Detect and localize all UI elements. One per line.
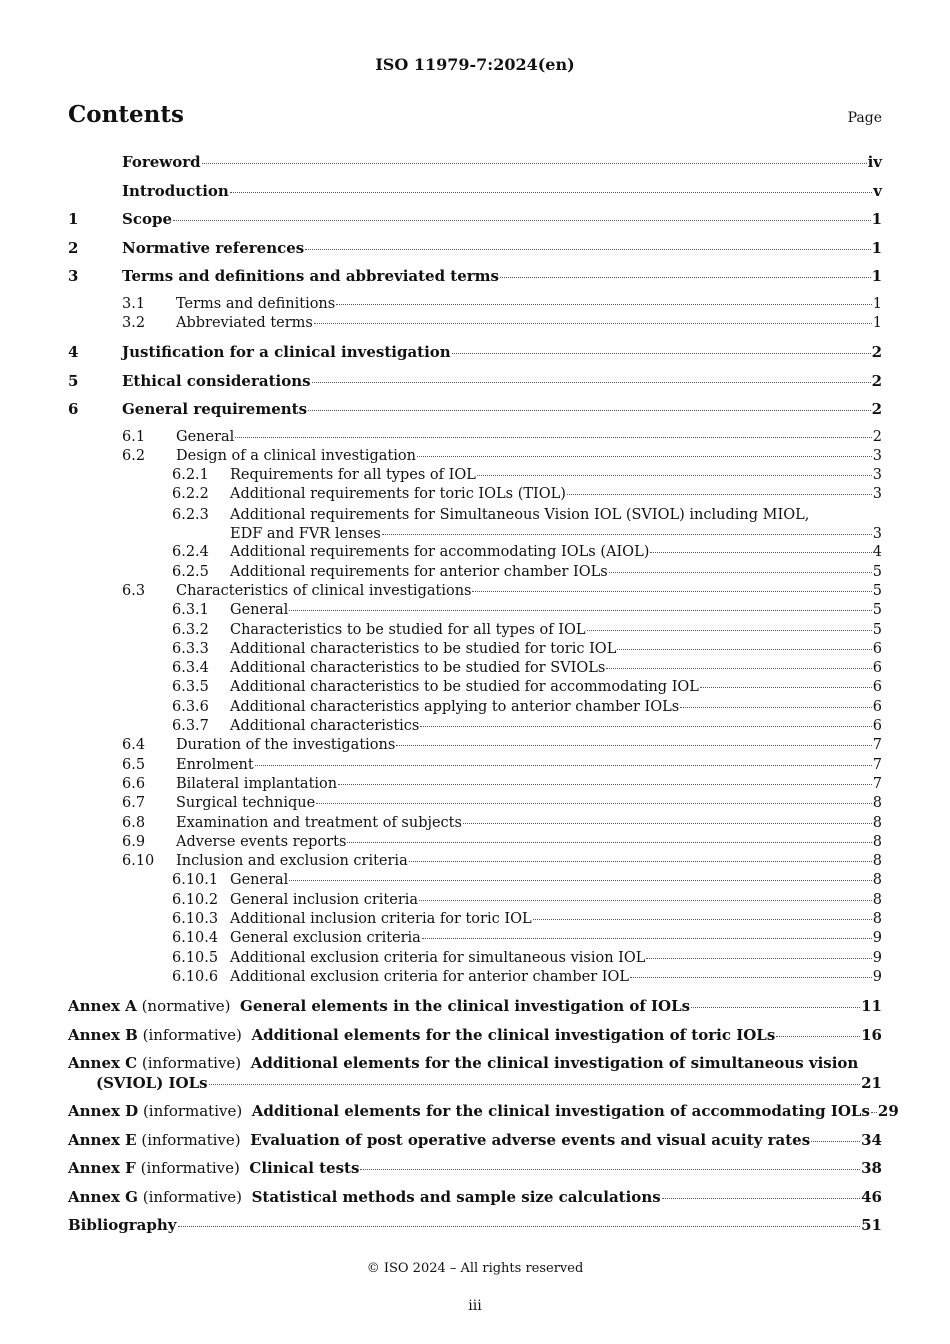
toc-entry[interactable] (68, 679, 882, 698)
bibliography-title: Bibliography (68, 1216, 177, 1235)
leader-dots (871, 1112, 877, 1113)
annex-label: Annex E (68, 1130, 137, 1149)
toc-entry[interactable] (68, 718, 882, 737)
leader-dots (235, 437, 871, 438)
toc-entry-page: iv (867, 153, 882, 171)
toc-entry[interactable] (68, 564, 882, 583)
toc-entry-page: 1 (872, 295, 882, 312)
toc-entry-number: 6.10.6 (172, 968, 219, 985)
toc-entry-page: 6 (872, 660, 882, 677)
toc-entry-page: 8 (872, 891, 882, 908)
toc-entry-number: 6.2.2 (172, 486, 209, 503)
leader-dots (691, 1007, 860, 1008)
annex-kind: (informative) (140, 1159, 240, 1178)
leader-dots (650, 552, 871, 553)
leader-dots (396, 745, 871, 746)
toc-entry-number: 6.10.4 (172, 930, 219, 947)
annex-kind: (informative) (141, 1130, 241, 1149)
toc-entry-number: 6.3 (122, 582, 146, 599)
toc-entry-page: v (873, 181, 882, 200)
annex-page: 34 (861, 1130, 882, 1149)
toc-entry-page: 1 (871, 267, 882, 285)
toc-entry-title: General (230, 602, 289, 619)
page-number: iii (468, 1298, 482, 1314)
toc-entry-page: 6 (872, 679, 882, 696)
toc-entry-title: Examination and treatment of subjects (176, 814, 462, 831)
toc-entry-page: 1 (871, 238, 882, 257)
toc-entry[interactable] (68, 853, 882, 872)
toc-entry-title: Inclusion and exclusion criteria (176, 853, 408, 870)
toc-entry[interactable] (68, 776, 882, 795)
annex-label: Annex F (68, 1159, 136, 1178)
toc-entry-page: 8 (872, 872, 882, 889)
toc-entry-title: Additional exclusion criteria for anterior chamber IOL (230, 968, 629, 985)
toc-entry-page: 8 (872, 853, 882, 870)
toc-entry[interactable] (68, 660, 882, 679)
toc-entry-number: 6.10.1 (172, 872, 219, 889)
toc-entry-title: Additional requirements for Simultaneous Vision IOL (SVIOL) including MIOL, (230, 506, 810, 523)
document-header: ISO 11979-7:2024(en) (375, 55, 575, 74)
leader-dots (255, 765, 872, 766)
toc-entry-number: 1 (68, 210, 79, 228)
toc-entry-number: 6.2 (122, 447, 146, 464)
table-of-contents (68, 153, 899, 1245)
leader-dots (382, 534, 872, 535)
leader-dots (646, 958, 871, 959)
toc-entry-title: Terms and definitions and abbreviated terms (122, 267, 499, 285)
copyright-footer: © ISO 2024 – All rights reserved (366, 1261, 584, 1276)
leader-dots (680, 707, 872, 708)
toc-entry-number: 6.2.3 (172, 506, 209, 523)
toc-entry-number: 6.8 (122, 814, 146, 831)
annex-title-continued: (SVIOL) IOLs (96, 1073, 208, 1092)
toc-entry-page: 8 (872, 911, 882, 928)
toc-entry-title: Additional requirements for accommodating IOLs (AIOL) (230, 544, 650, 561)
toc-entry-title: Justification for a clinical investigation (122, 343, 451, 362)
toc-entry-number: 6.3.7 (172, 718, 209, 735)
toc-entry-page: 2 (871, 371, 882, 390)
annex-entry[interactable] (68, 1188, 882, 1217)
toc-entry-number: 6.4 (122, 737, 146, 754)
toc-entry-number: 3.1 (122, 295, 146, 312)
toc-entry-number: 6.3.1 (172, 602, 209, 619)
annex-page: 38 (861, 1159, 882, 1178)
toc-entry[interactable] (68, 267, 882, 296)
toc-entry[interactable] (68, 795, 882, 814)
toc-entry-title: Duration of the investigations (176, 737, 396, 754)
annex-entry[interactable] (68, 1026, 882, 1055)
leader-dots (606, 668, 871, 669)
toc-entry-title: Additional characteristics (230, 718, 420, 735)
toc-entry[interactable] (68, 210, 882, 239)
toc-entry-page: 5 (872, 602, 882, 619)
annex-title: Evaluation of post operative adverse events and visual acuity rates (250, 1130, 811, 1149)
leader-dots (417, 456, 872, 457)
toc-entry[interactable] (68, 448, 882, 467)
toc-entry[interactable] (68, 950, 882, 969)
leader-dots (420, 726, 871, 727)
toc-entry[interactable] (68, 699, 882, 718)
toc-entry-page: 2 (871, 343, 882, 362)
toc-entry-title: General exclusion criteria (230, 930, 421, 947)
annex-label: Annex D (68, 1102, 139, 1121)
toc-entry-page: 9 (872, 930, 882, 947)
toc-entry-number: 6.2.4 (172, 544, 209, 561)
annex-kind: (informative) (142, 1025, 242, 1044)
toc-entry-page: 3 (872, 467, 882, 484)
toc-entry-number: 6.2.1 (172, 467, 209, 484)
toc-entry-number: 6.3.5 (172, 679, 209, 696)
toc-entry[interactable] (68, 737, 882, 756)
toc-entry[interactable] (68, 429, 882, 448)
toc-entry-page: 6 (872, 640, 882, 657)
bibliography-entry[interactable] (68, 1216, 882, 1245)
toc-entry[interactable] (68, 544, 882, 563)
toc-entry-number: 6.10.2 (172, 891, 219, 908)
leader-dots (312, 382, 871, 383)
leader-dots (477, 475, 872, 476)
leader-dots (463, 823, 872, 824)
toc-entry-page: 6 (872, 718, 882, 735)
annex-page: 16 (861, 1025, 882, 1044)
toc-entry-page: 8 (872, 833, 882, 850)
toc-entry-page: 6 (872, 698, 882, 715)
toc-entry-title: Additional inclusion criteria for toric IOL (230, 911, 532, 928)
annex-entry[interactable] (68, 1054, 882, 1093)
annex-heading (68, 1131, 810, 1149)
toc-entry[interactable] (68, 930, 882, 949)
toc-entry-number: 6.3.6 (172, 698, 209, 715)
toc-entry[interactable] (68, 641, 882, 660)
leader-dots (419, 900, 872, 901)
toc-entry-title: Requirements for all types of IOL (230, 467, 476, 484)
leader-dots (452, 353, 871, 354)
toc-entry[interactable] (68, 911, 882, 930)
leader-dots (587, 630, 872, 631)
toc-entry-page: 1 (872, 314, 882, 331)
leader-dots (662, 1198, 860, 1199)
toc-entry[interactable] (68, 892, 882, 911)
leader-dots (202, 163, 867, 164)
toc-entry[interactable] (68, 602, 882, 621)
toc-entry-title: Scope (122, 210, 173, 228)
annex-heading (68, 1188, 661, 1206)
annex-kind: (informative) (141, 1054, 242, 1073)
leader-dots (567, 494, 872, 495)
toc-entry-title: Surgical technique (176, 795, 316, 812)
toc-entry[interactable] (68, 969, 882, 988)
leader-dots (305, 249, 870, 250)
toc-entry-title: Terms and definitions (176, 295, 336, 312)
bibliography-page: 51 (861, 1216, 882, 1235)
toc-entry-number: 6.3.3 (172, 640, 209, 657)
annex-label: Annex B (68, 1025, 138, 1044)
leader-dots (336, 304, 872, 305)
toc-entry-title: Additional characteristics to be studied for accommodating IOL (230, 679, 699, 696)
toc-entry[interactable] (68, 315, 882, 334)
page-column-label: Page (847, 110, 882, 126)
toc-entry[interactable] (68, 506, 882, 545)
leader-dots (178, 1226, 861, 1227)
toc-entry-number: 6.1 (122, 428, 146, 445)
annex-kind: (normative) (141, 997, 231, 1016)
toc-entry-number: 6.10.5 (172, 949, 219, 966)
leader-dots (630, 977, 872, 978)
toc-entry-page: 9 (872, 949, 882, 966)
toc-entry-title: Additional characteristics to be studied for SVIOLs (230, 660, 606, 677)
toc-entry[interactable] (68, 372, 882, 401)
toc-entry-page: 3 (872, 486, 882, 503)
toc-entry-title: Characteristics to be studied for all types of IOL (230, 621, 586, 638)
toc-entry-number: 6.2.5 (172, 563, 209, 580)
annex-title: Additional elements for the clinical investigation of simultaneous vision (250, 1054, 859, 1073)
contents-title: Contents (68, 101, 184, 128)
annex-label: Annex G (68, 1187, 138, 1206)
leader-dots (617, 649, 871, 650)
annex-title: Additional elements for the clinical investigation of accommodating IOLs (251, 1102, 870, 1121)
toc-entry-title: Characteristics of clinical investigations (176, 582, 472, 599)
annex-page: 11 (861, 997, 882, 1016)
leader-dots (209, 1084, 861, 1085)
toc-entry-number: 6.3.4 (172, 660, 209, 677)
toc-entry-page: 5 (872, 621, 882, 638)
toc-entry-page: 8 (872, 795, 882, 812)
annex-title: Clinical tests (249, 1159, 360, 1178)
annex-page: 29 (877, 1102, 899, 1121)
toc-entry-title: Ethical considerations (122, 371, 311, 390)
toc-entry-number: 6.10 (122, 853, 155, 870)
toc-entry-number: 5 (68, 371, 79, 390)
toc-entry-page: 7 (872, 775, 882, 792)
toc-entry-title: Enrolment (176, 756, 254, 773)
toc-entry[interactable] (68, 400, 882, 429)
leader-dots (308, 410, 871, 411)
toc-entry-page: 7 (872, 737, 882, 754)
toc-entry[interactable] (68, 583, 882, 602)
toc-entry[interactable] (68, 872, 882, 891)
leader-dots (314, 323, 872, 324)
toc-entry-number: 6.3.2 (172, 621, 209, 638)
annex-page: 21 (861, 1073, 882, 1092)
annex-entry[interactable] (68, 1159, 882, 1188)
toc-entry-number: 2 (68, 238, 79, 257)
leader-dots (472, 591, 871, 592)
toc-entry-number: 6.5 (122, 756, 146, 773)
leader-dots (289, 880, 871, 881)
toc-entry-title: General inclusion criteria (230, 891, 419, 908)
toc-entry[interactable] (68, 757, 882, 776)
toc-entry[interactable] (68, 343, 882, 372)
annex-heading (68, 997, 690, 1015)
toc-entry-title: Additional exclusion criteria for simultaneous vision IOL (230, 949, 646, 966)
toc-entry-title: Normative references (122, 238, 305, 257)
toc-entry[interactable] (68, 239, 882, 268)
annex-title: General elements in the clinical investigation of IOLs (240, 997, 691, 1016)
leader-dots (409, 861, 872, 862)
toc-entry-number: 6 (68, 400, 79, 419)
toc-entry-number: 3 (68, 267, 79, 285)
leader-dots (289, 610, 871, 611)
annex-label: Annex A (68, 997, 137, 1016)
leader-dots (776, 1036, 860, 1037)
annex-heading (68, 1026, 775, 1044)
toc-entry[interactable] (68, 296, 882, 315)
leader-dots (230, 192, 872, 193)
annex-page: 46 (861, 1187, 882, 1206)
toc-entry-number: 6.10.3 (172, 911, 219, 928)
toc-entry-page: 2 (872, 428, 882, 445)
annex-kind: (informative) (142, 1187, 243, 1206)
toc-entry-title: Additional requirements for anterior chamber IOLs (230, 563, 608, 580)
toc-entry-page: 2 (871, 400, 882, 419)
toc-entry-page: 5 (872, 582, 882, 599)
toc-entry[interactable] (68, 486, 882, 505)
toc-entry[interactable] (68, 182, 882, 211)
toc-entry-title-continued: EDF and FVR lenses (230, 526, 381, 543)
annex-heading (68, 1159, 359, 1177)
leader-dots (316, 803, 872, 804)
toc-entry-title: Foreword (122, 153, 201, 171)
toc-entry[interactable] (68, 815, 882, 834)
toc-entry-page: 4 (872, 544, 882, 561)
annex-entry[interactable] (68, 997, 882, 1026)
leader-dots (811, 1141, 860, 1142)
annex-entry[interactable] (68, 1131, 882, 1160)
toc-entry-page: 1 (871, 210, 882, 228)
leader-dots (609, 572, 872, 573)
leader-dots (338, 784, 872, 785)
toc-entry-page: 9 (872, 968, 882, 985)
toc-entry-title: Introduction (122, 181, 229, 200)
toc-entry-number: 6.7 (122, 795, 146, 812)
toc-entry-title: General (230, 872, 289, 889)
toc-entry[interactable] (68, 622, 882, 641)
toc-entry-page: 3 (872, 526, 882, 543)
toc-entry-title: General requirements (122, 400, 308, 419)
leader-dots (347, 842, 871, 843)
leader-dots (422, 938, 872, 939)
annex-title: Statistical methods and sample size calculations (251, 1187, 661, 1206)
toc-entry-title: Abbreviated terms (176, 314, 313, 331)
toc-entry-title: General (176, 428, 235, 445)
leader-dots (173, 220, 871, 221)
toc-entry-title: Additional requirements for toric IOLs (TIOL) (230, 486, 566, 503)
toc-entry-title: Additional characteristics applying to anterior chamber IOLs (230, 698, 680, 715)
toc-entry[interactable] (68, 834, 882, 853)
toc-entry-title: Design of a clinical investigation (176, 447, 416, 464)
toc-entry-title: Adverse events reports (176, 833, 347, 850)
leader-dots (700, 687, 872, 688)
leader-dots (500, 277, 871, 278)
annex-label: Annex C (68, 1054, 138, 1073)
annex-heading (68, 1102, 870, 1120)
toc-entry[interactable] (68, 153, 882, 182)
leader-dots (360, 1169, 860, 1170)
toc-entry-page: 3 (872, 447, 882, 464)
annex-title: Additional elements for the clinical investigation of toric IOLs (251, 1025, 776, 1044)
toc-entry-number: 4 (68, 343, 79, 362)
toc-entry-title: Bilateral implantation (176, 775, 338, 792)
toc-entry[interactable] (68, 467, 882, 486)
annex-kind: (informative) (142, 1102, 243, 1121)
toc-entry-page: 5 (872, 563, 882, 580)
leader-dots (533, 919, 872, 920)
toc-entry-title: Additional characteristics to be studied for toric IOL (230, 640, 617, 657)
annex-entry[interactable] (68, 1102, 899, 1131)
toc-entry-number: 6.6 (122, 775, 146, 792)
toc-entry-page: 7 (872, 756, 882, 773)
toc-entry-number: 3.2 (122, 314, 146, 331)
toc-entry-page: 8 (872, 814, 882, 831)
toc-entry-number: 6.9 (122, 833, 146, 850)
